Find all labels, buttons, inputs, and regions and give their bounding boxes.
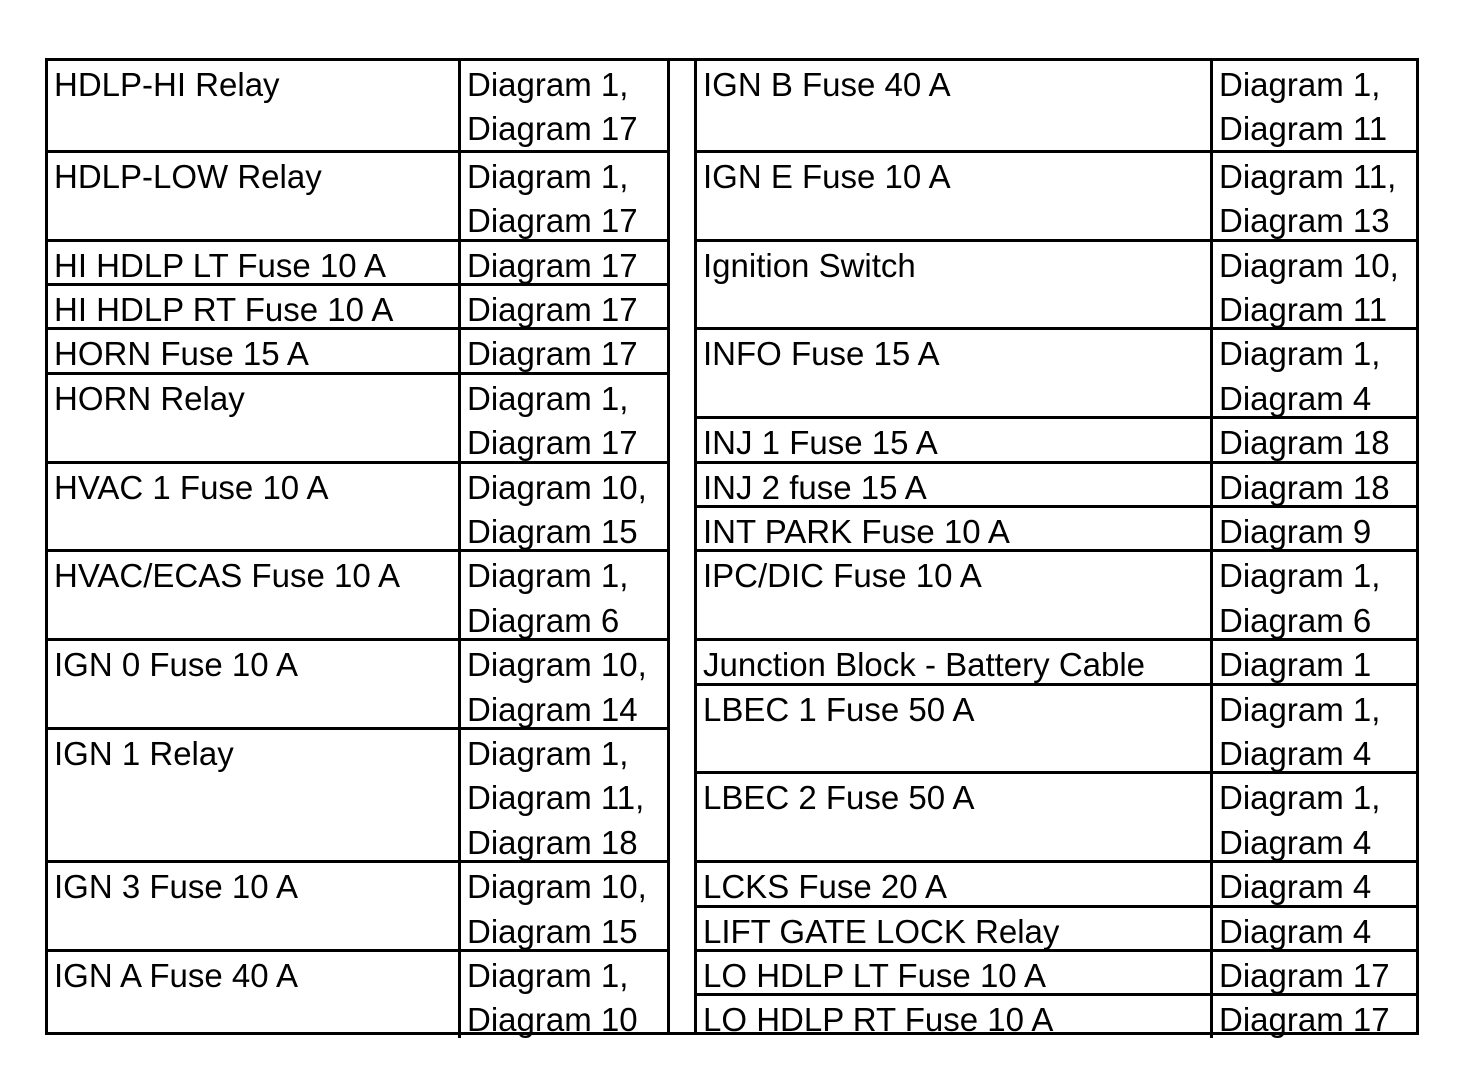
component-name: HORN Relay	[54, 379, 245, 417]
diagram-references	[458, 730, 667, 860]
component-name: IGN 1 Relay	[54, 735, 234, 772]
diagram-references	[1210, 61, 1416, 150]
table-row	[697, 549, 1416, 638]
diagram-reference: Diagram 10,	[467, 646, 647, 684]
diagram-reference: Diagram 6	[1219, 601, 1372, 639]
diagram-reference: Diagram 17	[467, 424, 638, 461]
diagram-reference: Diagram 10,	[1219, 246, 1399, 284]
diagram-references	[458, 242, 667, 283]
diagram-reference: Diagram 15	[467, 513, 638, 550]
component-name: IGN E Fuse 10 A	[703, 157, 951, 195]
diagram-reference: Diagram 4	[1219, 823, 1372, 861]
diagram-references	[458, 863, 667, 949]
diagram-reference: Diagram 10	[467, 1001, 638, 1038]
component-name: INJ 2 fuse 15 A	[703, 468, 927, 505]
component-name: LO HDLP LT Fuse 10 A	[703, 957, 1047, 994]
diagram-reference: Diagram 18	[1219, 424, 1390, 461]
diagram-references	[1210, 686, 1416, 772]
diagram-reference: Diagram 4	[1219, 912, 1372, 949]
diagram-references	[1210, 908, 1416, 949]
table-row	[697, 327, 1416, 416]
diagram-references	[1210, 552, 1416, 638]
table-row	[697, 860, 1416, 904]
diagram-reference: Diagram 18	[467, 823, 638, 861]
table-row	[48, 461, 667, 550]
component-name: IGN A Fuse 40 A	[54, 957, 298, 994]
diagram-reference: Diagram 17	[467, 291, 638, 328]
table-row	[48, 61, 667, 150]
diagram-references	[458, 286, 667, 327]
table-row	[697, 416, 1416, 460]
component-name: IGN 0 Fuse 10 A	[54, 646, 298, 684]
diagram-reference: Diagram 10,	[467, 468, 647, 506]
diagram-references	[1210, 508, 1416, 549]
diagram-reference: Diagram 4	[1219, 379, 1372, 417]
diagram-reference: Diagram 17	[467, 110, 638, 148]
diagram-reference: Diagram 10,	[467, 868, 647, 906]
table-row	[697, 683, 1416, 772]
diagram-reference: Diagram 4	[1219, 868, 1372, 905]
table-row	[697, 771, 1416, 860]
diagram-reference: Diagram 17	[467, 202, 638, 239]
diagram-reference: Diagram 17	[467, 335, 638, 372]
component-name: Ignition Switch	[703, 246, 916, 284]
table-row	[697, 905, 1416, 949]
left-column	[48, 61, 667, 1038]
component-name: IGN B Fuse 40 A	[703, 66, 951, 103]
table-row	[697, 638, 1416, 682]
diagram-references	[1210, 996, 1416, 1037]
diagram-references	[1210, 641, 1416, 682]
diagram-references	[458, 153, 667, 239]
diagram-references	[1210, 242, 1416, 328]
component-name: INT PARK Fuse 10 A	[703, 513, 1010, 550]
table-row	[48, 727, 667, 860]
component-name: INJ 1 Fuse 15 A	[703, 424, 938, 461]
diagram-reference: Diagram 18	[1219, 468, 1390, 505]
component-name: Junction Block - Battery Cable	[703, 646, 1146, 683]
component-name: LIFT GATE LOCK Relay	[703, 912, 1060, 949]
component-name: IPC/DIC Fuse 10 A	[703, 557, 982, 595]
table-row	[48, 949, 667, 1038]
diagram-reference: Diagram 11	[1219, 110, 1388, 148]
table-row	[48, 327, 667, 371]
component-name: HVAC/ECAS Fuse 10 A	[54, 557, 401, 595]
diagram-references	[458, 375, 667, 461]
diagram-reference: Diagram 17	[1219, 1001, 1390, 1038]
diagram-reference: Diagram 1,	[467, 66, 629, 103]
diagram-references	[1210, 153, 1416, 239]
component-name: HI HDLP LT Fuse 10 A	[54, 246, 386, 283]
table-row	[697, 949, 1416, 993]
diagram-references	[458, 464, 667, 550]
diagram-reference: Diagram 1,	[467, 379, 629, 417]
diagram-reference: Diagram 1,	[467, 957, 629, 994]
diagram-references	[458, 952, 667, 1038]
diagram-reference: Diagram 15	[467, 912, 638, 949]
diagram-reference: Diagram 11,	[1219, 157, 1397, 195]
table-row	[697, 505, 1416, 549]
component-name: HI HDLP RT Fuse 10 A	[54, 291, 394, 328]
diagram-reference: Diagram 9	[1219, 513, 1372, 550]
table-row	[48, 283, 667, 327]
diagram-reference: Diagram 4	[1219, 735, 1372, 772]
right-column	[697, 61, 1416, 1038]
diagram-reference: Diagram 1,	[1219, 779, 1381, 817]
component-name: HDLP-HI Relay	[54, 66, 280, 103]
diagram-reference: Diagram 1,	[467, 557, 629, 595]
table-row	[697, 150, 1416, 239]
component-name: LCKS Fuse 20 A	[703, 868, 947, 905]
diagram-references	[1210, 419, 1416, 460]
diagram-reference: Diagram 17	[1219, 957, 1390, 994]
component-name: LBEC 1 Fuse 50 A	[703, 690, 975, 728]
component-name: LO HDLP RT Fuse 10 A	[703, 1001, 1054, 1038]
component-name: HORN Fuse 15 A	[54, 335, 309, 372]
diagram-reference: Diagram 1	[1219, 646, 1372, 683]
table-row	[48, 860, 667, 949]
diagram-reference: Diagram 1,	[467, 735, 629, 772]
diagram-reference: Diagram 13	[1219, 202, 1390, 239]
diagram-references	[1210, 330, 1416, 416]
diagram-references	[1210, 464, 1416, 505]
table-row	[697, 993, 1416, 1037]
diagram-references	[458, 641, 667, 727]
table-row	[48, 549, 667, 638]
table-row	[697, 239, 1416, 328]
column-gutter	[667, 61, 697, 1032]
diagram-references	[1210, 952, 1416, 993]
diagram-references	[1210, 863, 1416, 904]
diagram-reference: Diagram 14	[467, 690, 638, 727]
diagram-reference: Diagram 1,	[1219, 335, 1381, 373]
component-name: HVAC 1 Fuse 10 A	[54, 468, 329, 506]
diagram-references	[1210, 774, 1416, 860]
diagram-reference: Diagram 6	[467, 601, 620, 639]
diagram-reference: Diagram 17	[467, 246, 638, 283]
table-row	[48, 372, 667, 461]
table-row	[48, 638, 667, 727]
diagram-reference: Diagram 1,	[1219, 690, 1381, 728]
diagram-references	[458, 552, 667, 638]
diagram-references	[458, 330, 667, 371]
component-index-table	[45, 58, 1419, 1038]
diagram-reference: Diagram 1,	[1219, 557, 1381, 595]
table-row	[697, 61, 1416, 150]
diagram-reference: Diagram 11,	[467, 779, 645, 817]
diagram-reference: Diagram 1,	[1219, 66, 1381, 103]
table-row	[48, 150, 667, 239]
table-row	[697, 461, 1416, 505]
component-name: LBEC 2 Fuse 50 A	[703, 779, 975, 817]
component-name: IGN 3 Fuse 10 A	[54, 868, 298, 906]
component-name: HDLP-LOW Relay	[54, 157, 322, 195]
diagram-reference: Diagram 11	[1219, 291, 1388, 328]
diagram-reference: Diagram 1,	[467, 157, 629, 195]
table-row	[48, 239, 667, 283]
diagram-references	[458, 61, 667, 150]
component-name: INFO Fuse 15 A	[703, 335, 940, 373]
